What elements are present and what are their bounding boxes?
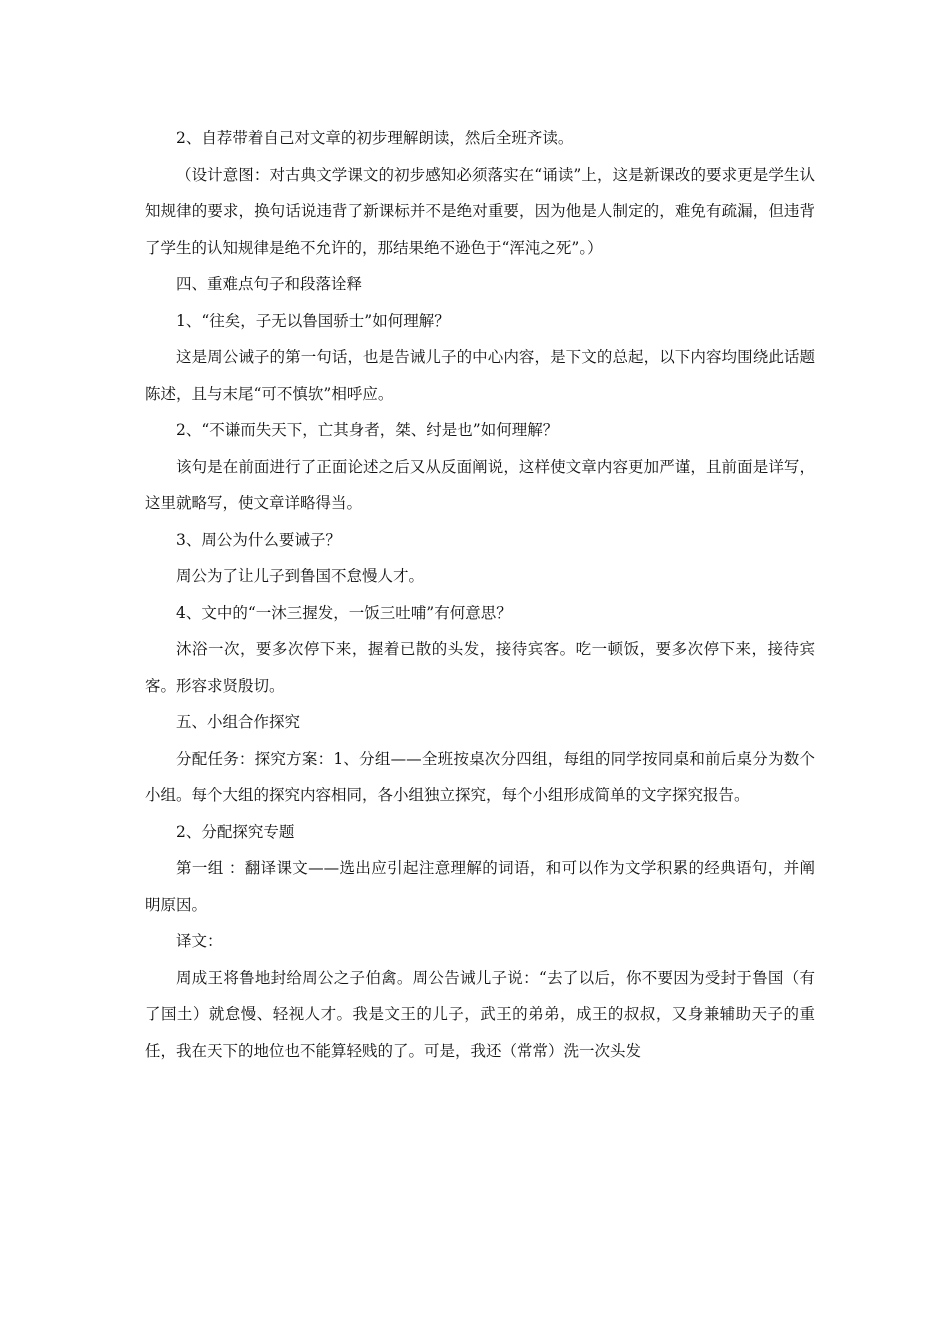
answer-1: 这是周公诫子的第一句话，也是告诫儿子的中心内容，是下文的总起，以下内容均围绕此话题陈述，且与末尾“可不慎欤”相呼应。 bbox=[145, 348, 815, 403]
answer-3: 周公为了让儿子到鲁国不怠慢人才。 bbox=[176, 567, 425, 585]
question-2: 2、“不谦而失天下，亡其身者，桀、纣是也”如何理解？ bbox=[176, 421, 559, 439]
section-heading-group-inquiry: 五、小组合作探究 bbox=[176, 713, 301, 731]
question-3: 3、周公为什么要诫子？ bbox=[176, 530, 341, 549]
paragraph-recite-instruction: 2、自荐带着自己对文章的初步理解朗读，然后全班齐读。 bbox=[176, 129, 574, 147]
paragraph-task-assignment: 分配任务：探究方案：1、分组——全班按桌次分四组，每组的同学按同桌和前后桌分为数个小组。每个大组的探究内容相同，各小组独立探究，每个小组形成简单的文字探究报告。 bbox=[145, 749, 815, 804]
paragraph-group-one: 第一组 ：翻译课文——选出应引起注意理解的词语，和可以作为文学积累的经典语句，并阐明原因。 bbox=[145, 859, 815, 914]
question-4: 4、文中的“一沐三握发，一饭三吐哺”有何意思？ bbox=[176, 603, 512, 622]
paragraph-design-intent: （设计意图：对古典文学课文的初步感知必须落实在“诵读”上，这是新课改的要求更是学生认知规律的要求，换句话说违背了新课标并不是绝对重要，因为他是人制定的，难免有疏漏，但违背了学生的认知规律是绝不允许的，那结果绝不逊色于“浑沌之死”。） bbox=[145, 165, 815, 257]
answer-4: 沐浴一次，要多次停下来，握着已散的头发，接待宾客。吃一顿饭，要多次停下来，接待宾客。形容求贤殷切。 bbox=[145, 640, 815, 695]
document-body bbox=[145, 120, 815, 1069]
paragraph-translation: 周成王将鲁地封给周公之子伯禽。周公告诫儿子说：“去了以后，你不要因为受封于鲁国（有了国土）就怠慢、轻视人才。我是文王的儿子，武王的弟弟，成王的叔叔，又身兼辅助天子的重任，我在天下的地位也不能算轻贱的了。可是，我还（常常）洗一次头发 bbox=[145, 968, 815, 1060]
section-heading-key-sentences: 四、重难点句子和段落诠释 bbox=[176, 275, 363, 293]
answer-2: 该句是在前面进行了正面论述之后又从反面阐说，这样使文章内容更加严谨，且前面是详写，这里就略写，使文章详略得当。 bbox=[145, 457, 815, 512]
question-1: 1、“往矣，子无以鲁国骄士”如何理解？ bbox=[176, 311, 450, 330]
paragraph-topic-assignment: 2、分配探究专题 bbox=[176, 822, 295, 841]
translation-label: 译文： bbox=[176, 932, 223, 950]
